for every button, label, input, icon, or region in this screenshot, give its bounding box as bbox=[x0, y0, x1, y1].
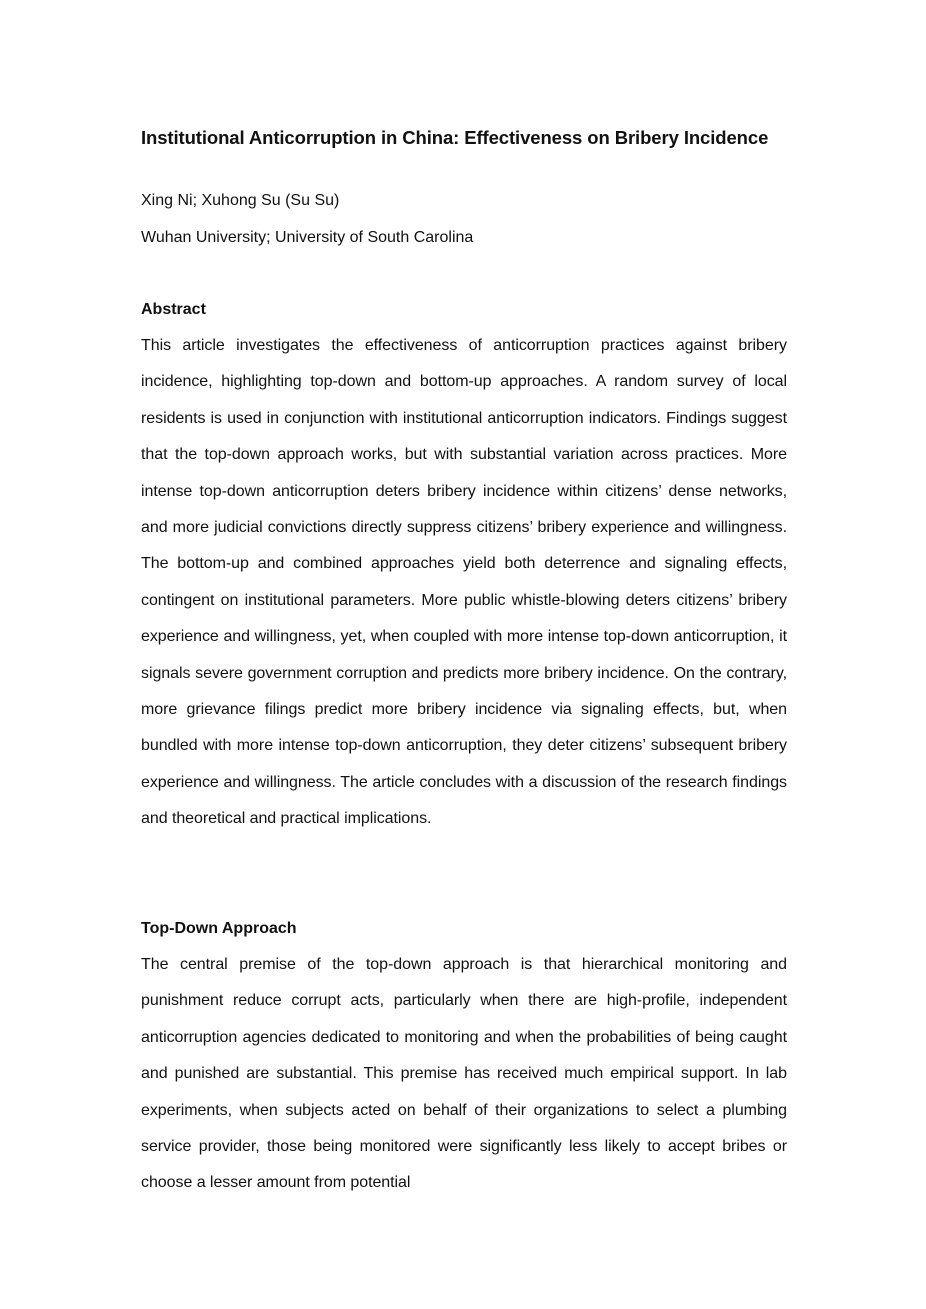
section-body-top-down-approach: The central premise of the top-down approach is that hierarchical monitoring and punishment reduce corrupt acts, particularly when there are high-profile, independent anticorruption agencies dedicated to monitoring and when the probabilities of being caught and punished are substantial. This premise has received much empirical support. In lab experiments, when subjects acted on behalf of their organizations to select a plumbing service provider, those being monitored were significantly less likely to accept bribes or choose a lesser amount from potential bbox=[141, 956, 787, 1192]
abstract-body: This article investigates the effectiveness of anticorruption practices against bribery incidence, highlighting top-down and bottom-up approaches. A random survey of local residents is used in conjunction with institutional anticorruption indicators. Findings suggest that the top-down approach works, but with substantial variation across practices. More intense top-down anticorruption deters bribery incidence within citizens’ dense networks, and more judicial convictions directly suppress citizens’ bribery experience and willingness. The bottom-up and combined approaches yield both deterrence and signaling effects, contingent on institutional parameters. More public whistle-blowing deters citizens’ bribery experience and willingness, yet, when coupled with more intense top-down anticorruption, it signals severe government corruption and predicts more bribery incidence. On the contrary, more grievance filings predict more bribery incidence via signaling effects, but, when bundled with more intense top-down anticorruption, they deter citizens’ subsequent bribery experience and willingness. The article concludes with a discussion of the research findings and theoretical and practical implications. bbox=[141, 337, 787, 828]
paper-authors: Xing Ni; Xuhong Su (Su Su) bbox=[141, 192, 340, 209]
paper-affiliations: Wuhan University; University of South Carolina bbox=[141, 229, 474, 246]
section-heading-top-down-approach: Top-Down Approach bbox=[141, 920, 297, 937]
paper-title: Institutional Anticorruption in China: Effectiveness on Bribery Incidence bbox=[141, 127, 769, 148]
abstract-heading: Abstract bbox=[141, 301, 206, 318]
